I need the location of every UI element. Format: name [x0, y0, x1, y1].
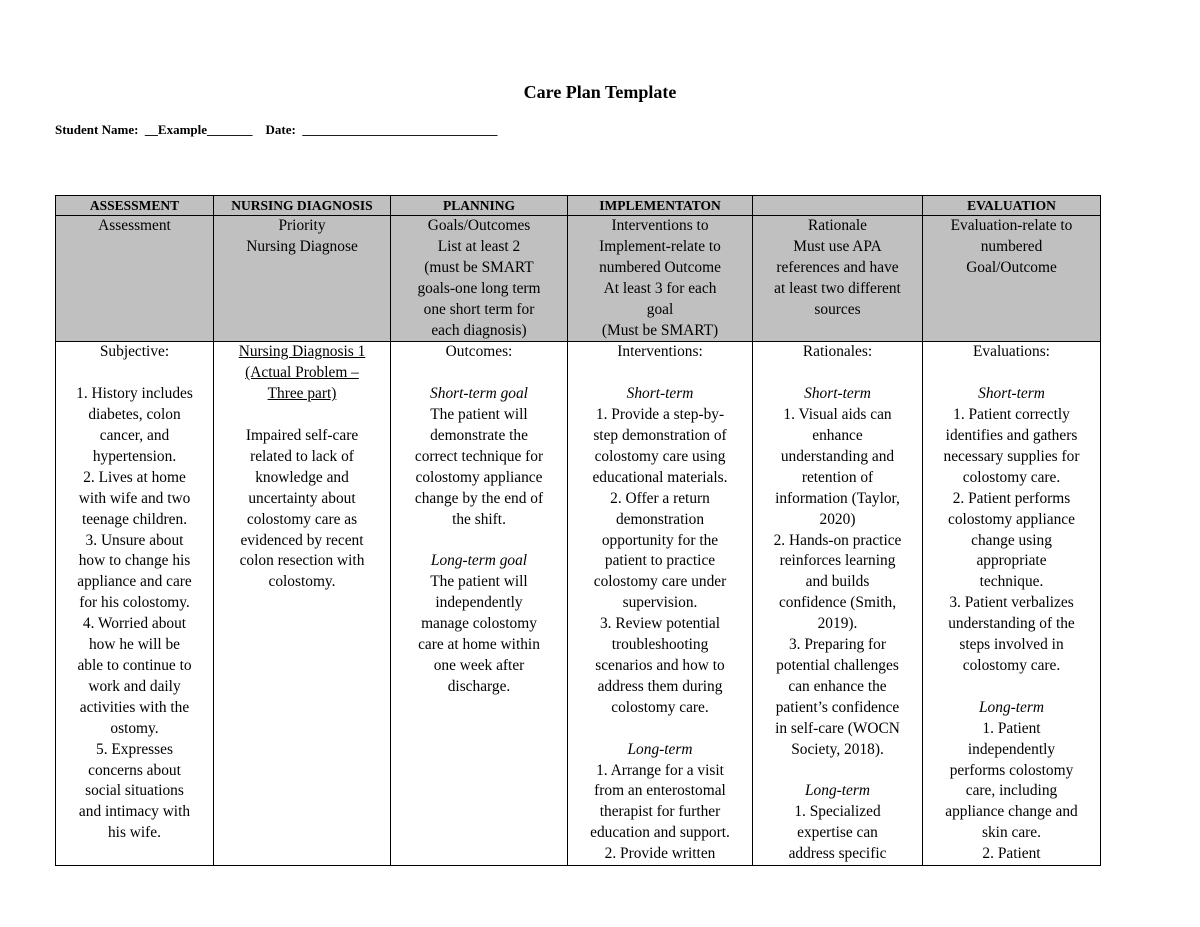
header-implementation: IMPLEMENTATON — [568, 196, 753, 216]
text-line: Assessment — [98, 217, 171, 234]
text-line: able to continue to — [77, 657, 192, 675]
text-line: teenage children. — [81, 510, 188, 528]
implementation-label: Interventions: — [617, 343, 703, 361]
text-line: 2019). — [817, 615, 858, 633]
text-line: opportunity for the — [601, 531, 719, 549]
subheader-implementation — [568, 216, 753, 342]
text-line: activities with the — [79, 698, 190, 716]
text-line: for his colostomy. — [79, 594, 190, 612]
text-line: Nursing Diagnosis 1 — [238, 343, 366, 361]
text-line: demonstrate the — [430, 427, 528, 445]
text-line: cancer, and — [99, 427, 170, 445]
text-line: technique. — [979, 573, 1044, 591]
rationale-label: Rationales: — [802, 343, 873, 361]
text-line: troubleshooting — [611, 636, 709, 654]
text-line: confidence (Smith, — [778, 594, 897, 612]
text-line: 2. Hands-on practice — [773, 531, 902, 549]
diagnosis-text — [216, 426, 388, 593]
text-line: related to lack of — [250, 447, 354, 465]
care-plan-table — [55, 195, 1101, 866]
text-line: potential challenges — [776, 657, 899, 675]
text-line: references and have — [776, 258, 899, 276]
text-line: supervision. — [622, 594, 698, 612]
text-line: 3. Preparing for — [788, 636, 887, 654]
text-line: colostomy care. — [962, 468, 1061, 486]
text-line: 4. Worried about — [82, 615, 187, 633]
diagnosis-cell — [214, 342, 391, 866]
text-line: Implement-relate to — [599, 237, 721, 255]
text-line: care at home within — [418, 636, 540, 654]
implementation-long-list — [570, 761, 750, 866]
text-line: understanding and — [780, 447, 895, 465]
text-line: and builds — [805, 573, 870, 591]
text-line: expertise can — [797, 824, 878, 842]
text-line: skin care. — [982, 824, 1041, 842]
text-line: colostomy. — [268, 573, 336, 591]
text-line: Goal/Outcome — [966, 258, 1057, 276]
text-line: one short term for — [423, 300, 535, 318]
text-line: 1. History includes — [76, 385, 193, 403]
text-line: understanding of the — [948, 615, 1075, 633]
evaluation-label: Evaluations: — [973, 343, 1050, 361]
text-line: colon resection with — [239, 552, 365, 570]
text-line: colostomy care under — [593, 573, 727, 591]
student-name-label: Student Name: — [55, 122, 139, 137]
rationale-short-heading: Short-term — [804, 385, 871, 403]
text-line: 1. Patient correctly — [953, 406, 1070, 424]
text-line: information (Taylor, — [775, 489, 900, 507]
text-line: 1. Arrange for a visit — [596, 761, 724, 779]
planning-long-heading: Long-term goal — [430, 552, 528, 570]
text-line: work and daily — [88, 677, 181, 695]
implementation-long-heading: Long-term — [627, 740, 693, 758]
evaluation-short-heading: Short-term — [978, 385, 1045, 403]
header-planning: PLANNING — [391, 196, 568, 216]
text-line: care, including — [965, 782, 1058, 800]
header-assessment: ASSESSMENT — [56, 196, 214, 216]
text-line: 3. Patient verbalizes — [949, 594, 1074, 612]
text-line: hypertension. — [92, 447, 177, 465]
text-line: with wife and two — [78, 489, 191, 507]
text-line: independently — [435, 594, 523, 612]
text-line: knowledge and — [255, 468, 349, 486]
text-line: in self-care (WOCN — [775, 719, 900, 737]
text-line: At least 3 for each — [603, 279, 717, 297]
text-line: scenarios and how to — [595, 657, 725, 675]
text-line: from an enterostomal — [594, 782, 726, 800]
text-line: List at least 2 — [437, 237, 521, 255]
text-line: goals-one long term — [417, 279, 541, 297]
text-line: colostomy care using — [594, 447, 726, 465]
text-line: 1. Visual aids can — [783, 406, 892, 424]
text-line: Interventions to — [611, 217, 709, 234]
subheader-row — [56, 216, 1101, 342]
text-line: demonstration — [615, 510, 705, 528]
text-line: numbered Outcome — [599, 258, 721, 276]
header-rationale-blank — [753, 196, 923, 216]
text-line: reinforces learning — [779, 552, 896, 570]
text-line: performs colostomy — [949, 761, 1074, 779]
subheader-rationale — [753, 216, 923, 342]
text-line: Rationale — [808, 217, 867, 234]
text-line: Society, 2018). — [791, 740, 884, 758]
text-line: his wife. — [107, 824, 161, 842]
text-line: education and support. — [590, 824, 730, 842]
text-line: 5. Expresses — [96, 740, 173, 758]
text-line: 2. Lives at home — [83, 468, 186, 486]
text-line: correct technique for — [414, 447, 544, 465]
text-line: (Actual Problem – — [245, 364, 359, 382]
text-line: change by the end of — [414, 489, 544, 507]
text-line: 2. Patient performs — [952, 489, 1071, 507]
text-line: The patient will — [430, 406, 528, 424]
planning-cell — [391, 342, 568, 866]
text-line: the shift. — [452, 510, 506, 528]
text-line: colostomy appliance — [948, 510, 1075, 528]
text-line: educational materials. — [592, 468, 728, 486]
text-line: necessary supplies for — [943, 447, 1080, 465]
rationale-long-heading: Long-term — [805, 782, 870, 800]
text-line: change using — [971, 531, 1052, 549]
implementation-short-heading: Short-term — [626, 385, 694, 403]
text-line: 2. Provide written — [604, 845, 716, 863]
subheader-nursing-diagnosis — [214, 216, 391, 342]
subheader-evaluation — [923, 216, 1101, 342]
text-line: discharge. — [447, 677, 511, 695]
evaluation-cell — [923, 342, 1101, 866]
rationale-long-list — [755, 802, 920, 865]
text-line: Priority — [278, 217, 326, 234]
implementation-cell — [568, 342, 753, 866]
text-line: identifies and gathers — [945, 427, 1078, 445]
text-line: colostomy care. — [611, 698, 709, 716]
text-line: Goals/Outcomes — [427, 217, 531, 234]
planning-short-goal — [393, 405, 565, 530]
text-line: and intimacy with — [78, 803, 191, 821]
text-line: 2. Patient — [982, 845, 1041, 863]
text-line: colostomy care. — [962, 657, 1061, 675]
text-line: appliance and care — [77, 573, 192, 591]
text-line: 1. Specialized — [794, 803, 881, 821]
text-line: sources — [814, 300, 861, 318]
text-line: concerns about — [88, 761, 181, 779]
student-name-value: __Example_______ — [144, 122, 253, 137]
text-line: 3. Review potential — [599, 615, 721, 633]
rationale-short-list — [755, 405, 920, 760]
text-line: address specific — [788, 845, 887, 863]
text-line: can enhance the — [788, 677, 887, 695]
date-value: ______________________________ — [302, 122, 498, 137]
rationale-cell — [753, 342, 923, 866]
text-line: steps involved in — [959, 636, 1064, 654]
text-line: Three part) — [267, 385, 337, 403]
text-line: appropriate — [976, 552, 1047, 570]
text-line: one week after — [433, 657, 525, 674]
student-info-line — [55, 122, 497, 138]
subheader-planning — [391, 216, 568, 342]
text-line: Impaired self-care — [245, 427, 359, 445]
text-line: social situations — [85, 782, 184, 800]
text-line: therapist for further — [599, 803, 721, 821]
text-line: Must use APA — [793, 237, 882, 255]
text-line: numbered — [980, 237, 1043, 255]
evaluation-long-list — [925, 719, 1098, 865]
text-line: 1. Provide a step-by- — [595, 406, 725, 424]
text-line: each diagnosis) — [431, 321, 527, 339]
text-line: diabetes, colon — [88, 406, 181, 424]
header-row — [56, 196, 1101, 216]
diagnosis-heading — [216, 342, 388, 405]
assessment-cell — [56, 342, 214, 866]
text-line: at least two different — [774, 279, 901, 297]
text-line: retention of — [801, 468, 874, 486]
text-line: 1. Patient — [982, 719, 1041, 737]
text-line: colostomy appliance — [415, 468, 543, 486]
text-line: how he will be — [88, 636, 181, 654]
text-line: ostomy. — [110, 719, 159, 737]
text-line: manage colostomy — [421, 615, 537, 633]
text-line: patient’s confidence — [775, 698, 900, 716]
text-line: Nursing Diagnose — [246, 237, 358, 255]
text-line: step demonstration of — [593, 427, 727, 445]
text-line: 2020) — [819, 510, 856, 528]
text-line: Subjective: — [99, 343, 170, 361]
text-line: colostomy care as — [246, 510, 358, 528]
text-line: goal — [646, 300, 674, 318]
text-line: patient to practice — [604, 552, 716, 570]
text-line: The patient will — [430, 573, 528, 591]
text-line: (Must be SMART) — [601, 321, 719, 339]
text-line: address them during — [597, 677, 723, 695]
planning-short-heading: Short-term goal — [430, 385, 528, 403]
text-line: enhance — [812, 427, 863, 445]
text-line: (must be SMART — [424, 258, 534, 276]
subheader-assessment — [56, 216, 214, 342]
text-line: independently — [967, 740, 1056, 758]
text-line: uncertainty about — [248, 489, 356, 507]
planning-label: Outcomes: — [445, 343, 513, 361]
header-evaluation: EVALUATION — [923, 196, 1101, 216]
planning-long-goal — [393, 572, 565, 697]
content-row — [56, 342, 1101, 866]
implementation-short-list — [570, 405, 750, 719]
header-nursing-diagnosis: NURSING DIAGNOSIS — [214, 196, 391, 216]
text-line: how to change his — [78, 552, 191, 570]
text-line: appliance change and — [945, 803, 1078, 821]
evaluation-long-heading: Long-term — [979, 698, 1044, 716]
date-label: Date: — [265, 122, 296, 137]
document-title: Care Plan Template — [523, 82, 677, 102]
text-line: evidenced by recent — [240, 531, 364, 549]
text-line: 3. Unsure about — [85, 531, 184, 549]
text-line: 2. Offer a return — [610, 489, 710, 507]
text-line — [58, 363, 211, 384]
assessment-lines — [58, 342, 211, 844]
text-line: Evaluation-relate to — [950, 217, 1073, 234]
evaluation-short-list — [925, 405, 1098, 677]
